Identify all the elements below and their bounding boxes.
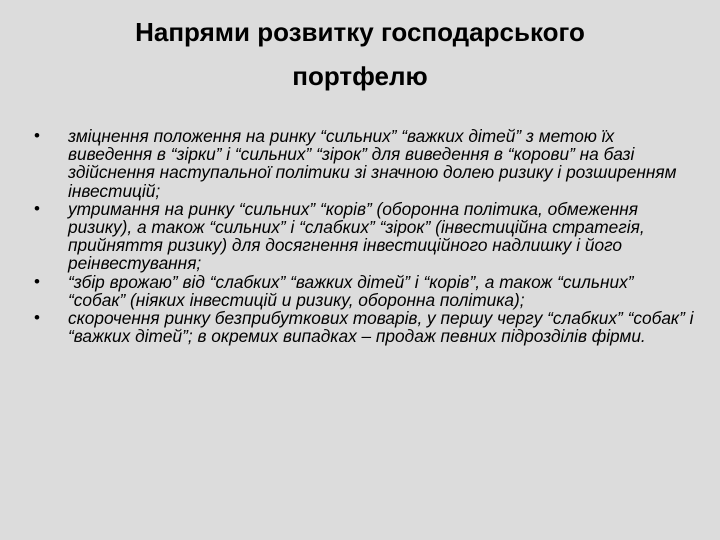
bullet-item [34,127,694,200]
bullet-item [34,200,694,273]
bullet-item [34,309,694,345]
bullet-text: утримання на ринку “сильних” “корів” (оборонна політика, обмеження ризику), а також “сильних” і “слабких” “зірок” (інвестиційна стратегія, прийняття ризику) для досягнення інвестиційного надлишку і його реінвестування; [68,198,645,274]
bullet-marker: • [34,271,40,291]
bullet-list [34,127,694,345]
bullet-text: “збір врожаю” від “слабких” “важких дітей” і “корів”, а також “сильних” “собак” (ніяких інвестицій и ризику, оборонна політика); [68,271,634,310]
bullet-text: зміцнення положення на ринку “сильних” “важких дітей” з метою їх виведення в “зірки” і “сильних” “зірок” для виведення в “корови” на базі здійснення наступальної політики зі значною долею ризику і розширенням інвестицій; [68,126,677,201]
bullet-marker: • [34,198,40,218]
bullet-marker: • [34,308,40,328]
bullet-marker: • [34,126,40,145]
slide-title-line-1: Напрями розвитку господарського [135,17,585,47]
slide-title [60,10,660,98]
bullet-item [34,273,694,309]
slide-title-line-2: портфелю [292,61,428,91]
bullet-text: скорочення ринку безприбуткових товарів, у першу чергу “слабких” “собак” і “важких дітей”; в окремих випадках – продаж певних підрозділів фірми. [68,308,694,347]
